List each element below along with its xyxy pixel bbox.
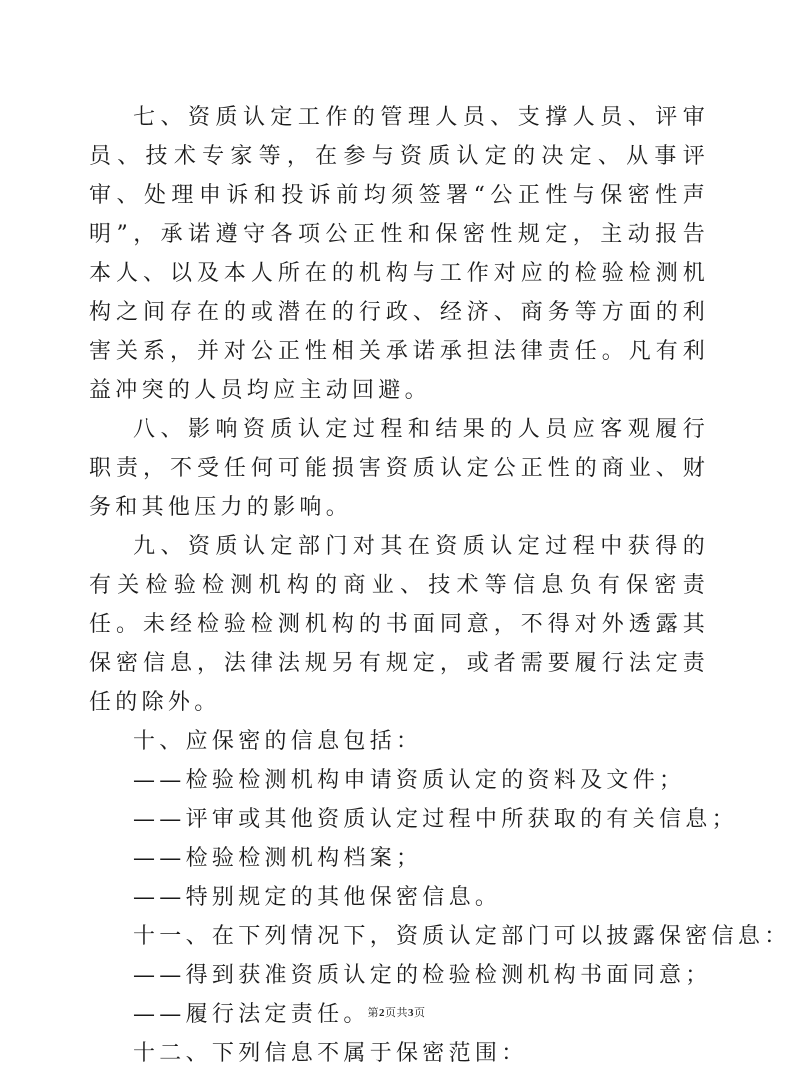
list-item: ——检验检测机构申请资质认定的资料及文件； xyxy=(133,768,686,793)
footer-prefix: 第 xyxy=(367,1006,379,1019)
footer-page-total: 3 xyxy=(408,1007,414,1019)
paragraph-article-12: 十二、下列信息不属于保密范围： xyxy=(133,1041,528,1066)
list-item: ——检验检测机构档案； xyxy=(133,846,423,871)
page-footer xyxy=(0,1006,793,1020)
footer-suffix: 页 xyxy=(414,1006,426,1019)
list-item: ——履行法定责任。 xyxy=(133,1002,370,1027)
list-item: ——特别规定的其他保密信息。 xyxy=(133,885,502,910)
paragraph-article-9: 九、资质认定部门对其在资质认定过程中获得的有关检验检测机构的商业、技术等信息负有保密责任。未经检验检测机构的书面同意，不得对外透露其保密信息，法律法规另有规定，或者需要履行法定责任的除外。 xyxy=(89,534,709,715)
paragraph-article-7: 七、资质认定工作的管理人员、支撑人员、评审员、技术专家等，在参与资质认定的决定、从事评审、处理申诉和投诉前均须签署“公正性与保密性声明”，承诺遵守各项公正性和保密性规定，主动报告本人、以及本人所在的机构与工作对应的检验检测机构之间存在的或潜在的行政、经济、商务等方面的利害关系，并对公正性相关承诺承担法律责任。凡有利益冲突的人员均应主动回避。 xyxy=(89,105,709,403)
paragraph-article-8: 八、影响资质认定过程和结果的人员应客观履行职责，不受任何可能损害资质认定公正性的商业、财务和其他压力的影响。 xyxy=(89,417,709,520)
footer-page-current: 2 xyxy=(379,1007,385,1019)
paragraph-article-10: 十、应保密的信息包括： xyxy=(133,729,423,754)
list-item: ——得到获准资质认定的检验检测机构书面同意； xyxy=(133,963,712,988)
footer-middle: 页共 xyxy=(385,1006,408,1019)
paragraph-article-11: 十一、在下列情况下，资质认定部门可以披露保密信息： xyxy=(133,924,791,949)
list-item: ——评审或其他资质认定过程中所获取的有关信息； xyxy=(133,807,738,832)
document-body xyxy=(89,98,791,1073)
